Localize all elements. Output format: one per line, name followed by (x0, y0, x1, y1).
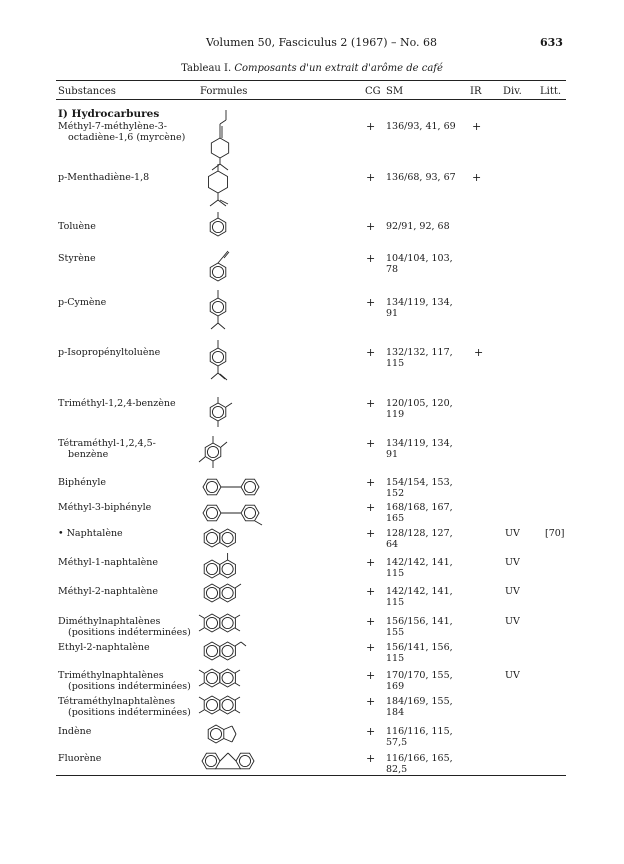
structure-methyl1naphthalene (200, 553, 244, 581)
table-top-rule (56, 80, 566, 81)
substance-name-line1: Fluorène (58, 753, 102, 764)
bond (210, 200, 218, 206)
div-value: UV (505, 557, 520, 568)
substance-name-line1: Tétraméthyl-1,2,4,5- (58, 438, 156, 449)
div-value: UV (505, 670, 520, 681)
bond (220, 753, 228, 761)
structure-biphenyl (200, 477, 264, 499)
substance-name-line1: Méthyl-3-biphényle (58, 502, 152, 513)
structure-methylbiphenyl (200, 503, 272, 529)
group-heading: I) Hydrocarbures (58, 108, 160, 120)
sm-value: 142/142, 141, 115 (386, 557, 453, 579)
bond (218, 373, 225, 379)
aromatic-circle (222, 672, 233, 683)
substance-name-line2: (positions indéterminées) (68, 627, 191, 638)
sm-value: 104/104, 103, 78 (386, 253, 453, 275)
bond (235, 697, 240, 700)
aromatic-circle (212, 351, 223, 362)
bond (224, 739, 232, 743)
aromatic-circle (222, 563, 233, 574)
col-ir: IR (470, 86, 482, 97)
bond (199, 710, 204, 713)
bond (199, 697, 204, 700)
aromatic-circle (206, 699, 217, 710)
structure-methyl2naphthalene (200, 583, 248, 605)
aromatic-circle (205, 755, 216, 766)
cg-value: + (366, 501, 376, 514)
structure-toluene (198, 211, 238, 239)
structure-dimethylnaphthalene (200, 613, 244, 635)
structure-fluorene (200, 749, 260, 777)
sm-value: 116/116, 115, 57,5 (386, 726, 453, 748)
structure-tetramethylnaphthalene (200, 695, 244, 717)
structure-tetramethylbenzene (193, 434, 233, 472)
substance-name-line2: (positions indéterminées) (68, 681, 191, 692)
sm-value: 156/156, 141, 155 (386, 616, 453, 638)
sm-value: 142/142, 141, 115 (386, 586, 453, 608)
sm-value: 136/68, 93, 67 (386, 172, 456, 183)
div-value: UV (505, 586, 520, 597)
sm-value: 136/93, 41, 69 (386, 121, 456, 132)
substance-name (58, 221, 198, 232)
sm-value: 168/168, 167, 165 (386, 502, 453, 524)
substance-name-line1: Triméthyl-1,2,4-benzène (58, 398, 176, 409)
aromatic-circle (206, 507, 217, 518)
substance-name (58, 253, 198, 264)
aromatic-circle (222, 617, 233, 628)
substance-name (58, 616, 198, 638)
aromatic-circle (207, 446, 218, 457)
substance-name-line1: Triméthylnaphtalènes (58, 670, 164, 681)
col-formules: Formules (200, 86, 248, 97)
cg-value: + (366, 725, 376, 738)
caption-title: Composants d'un extrait d'arôme de café (234, 63, 443, 74)
cg-value: + (366, 669, 376, 682)
bond (235, 615, 240, 618)
sm-value: 134/119, 134, 91 (386, 438, 453, 460)
aromatic-circle (206, 587, 217, 598)
cg-value: + (366, 476, 376, 489)
substance-name-line1: Méthyl-2-naphtalène (58, 586, 159, 597)
cg-value: + (366, 752, 376, 765)
bond (232, 734, 236, 742)
ir-value: + (472, 120, 482, 133)
ir-value: + (472, 171, 482, 184)
sm-value: 116/166, 165, 82,5 (386, 753, 453, 775)
aromatic-circle (212, 221, 223, 232)
aromatic-circle (222, 699, 233, 710)
running-header: Volumen 50, Fasciculus 2 (1967) – No. 68 (206, 36, 438, 49)
col-substances: Substances (58, 86, 116, 97)
bond (199, 670, 204, 673)
bond (199, 628, 204, 631)
substance-name (58, 670, 198, 692)
caption-label: Tableau I. (181, 63, 232, 74)
aromatic-circle (210, 728, 221, 739)
col-div: Div. (503, 86, 522, 97)
col-sm: SM (386, 86, 404, 97)
bond (241, 642, 246, 646)
bond (235, 683, 240, 686)
substance-name-line1: • Naphtalène (58, 528, 123, 539)
sm-value: 184/169, 155, 184 (386, 696, 453, 718)
substance-name (58, 586, 198, 597)
structure-styrene (198, 250, 238, 284)
substance-name-line1: Ethyl-2-naphtalène (58, 642, 150, 653)
bond (218, 323, 225, 329)
table-header-rule (56, 99, 566, 100)
structure-cymene (198, 285, 238, 335)
substance-name (58, 528, 198, 539)
bond (211, 323, 218, 329)
substance-name-line1: Styrène (58, 253, 96, 264)
cg-value: + (366, 346, 376, 359)
substance-name-line1: p-Menthadiène-1,8 (58, 172, 150, 183)
substance-name (58, 297, 198, 308)
aromatic-circle (222, 587, 233, 598)
cg-value: + (366, 695, 376, 708)
structure-ethylnaphthalene (200, 639, 250, 665)
substance-name (58, 502, 198, 513)
aromatic-circle (212, 301, 223, 312)
cg-value: + (366, 437, 376, 450)
bond (199, 683, 204, 686)
table-caption (0, 63, 624, 74)
cg-value: + (366, 641, 376, 654)
cg-value: + (366, 252, 376, 265)
aromatic-circle (206, 672, 217, 683)
structure-naphthalene (200, 528, 244, 550)
bond (211, 373, 218, 379)
substance-name (58, 477, 198, 488)
bond (232, 726, 236, 734)
bond (228, 753, 236, 761)
aromatic-circle (244, 507, 255, 518)
aromatic-circle (239, 755, 250, 766)
substance-name-line1: Indène (58, 726, 92, 737)
bond (218, 257, 223, 263)
bond (220, 120, 226, 124)
substance-name (58, 172, 198, 183)
structure-trimethylnaphthalene (200, 668, 244, 690)
bond (199, 615, 204, 618)
div-value: UV (505, 528, 520, 539)
bond (221, 442, 227, 447)
bond (235, 642, 241, 646)
substance-name (58, 557, 198, 568)
bond (199, 457, 205, 462)
aromatic-circle (244, 481, 255, 492)
aromatic-circle (206, 563, 217, 574)
aromatic-circle (212, 406, 223, 417)
substance-name (58, 398, 198, 409)
double-bond (220, 374, 227, 380)
sm-value: 132/132, 117, 115 (386, 347, 453, 369)
substance-name-line1: Toluène (58, 221, 96, 232)
cg-value: + (366, 397, 376, 410)
cg-value: + (366, 556, 376, 569)
substance-name (58, 121, 198, 143)
substance-name (58, 726, 198, 737)
bond (226, 403, 232, 407)
bond (235, 670, 240, 673)
substance-name (58, 642, 198, 653)
cg-value: + (366, 585, 376, 598)
sm-value: 120/105, 120, 119 (386, 398, 453, 420)
substance-name-line1: p-Isopropényltoluène (58, 347, 161, 358)
aromatic-circle (206, 481, 217, 492)
substance-name-line1: Méthyl-1-naphtalène (58, 557, 159, 568)
substance-name-line1: Tétraméthylnaphtalènes (58, 696, 175, 707)
litt-value: [70] (545, 528, 565, 539)
bond (224, 726, 232, 730)
substance-name-line2: benzène (68, 449, 109, 460)
bond (235, 628, 240, 631)
cg-value: + (366, 296, 376, 309)
substance-name-line2: octadiène-1,6 (myrcène) (68, 132, 186, 143)
methyl-bond (255, 521, 262, 525)
cg-value: + (366, 120, 376, 133)
sm-value: 134/119, 134, 91 (386, 297, 453, 319)
substance-name-line1: Méthyl-7-méthylène-3- (58, 121, 167, 132)
page-number: 633 (540, 36, 563, 49)
substance-name-line1: p-Cymène (58, 297, 107, 308)
sm-value: 156/141, 156, 115 (386, 642, 453, 664)
substance-name (58, 438, 198, 460)
substance-name (58, 753, 198, 764)
aromatic-circle (206, 617, 217, 628)
col-litt: Litt. (540, 86, 562, 97)
substance-name-line1: Biphényle (58, 477, 106, 488)
cg-value: + (366, 220, 376, 233)
aromatic-circle (206, 532, 217, 543)
cg-value: + (366, 527, 376, 540)
aromatic-circle (222, 532, 233, 543)
substance-name-line2: (positions indéterminées) (68, 707, 191, 718)
bond (235, 710, 240, 713)
structure-trimethylbenzene (198, 396, 238, 430)
ir-value: + (474, 346, 484, 359)
sm-value: 154/154, 153, 152 (386, 477, 453, 499)
substance-name-line1: Diméthylnaphtalènes (58, 616, 161, 627)
structure-isopropenyltoluene (198, 335, 238, 387)
ring (211, 138, 228, 158)
sm-value: 128/128, 127, 64 (386, 528, 453, 550)
sm-value: 92/91, 92, 68 (386, 221, 450, 232)
bond (235, 584, 241, 588)
structure-indene (204, 722, 242, 748)
aromatic-circle (222, 645, 233, 656)
ring (208, 171, 227, 193)
aromatic-circle (212, 266, 223, 277)
div-value: UV (505, 616, 520, 627)
structure-limonene (198, 160, 238, 210)
cg-value: + (366, 615, 376, 628)
cg-value: + (366, 171, 376, 184)
substance-name (58, 347, 198, 358)
aromatic-circle (206, 645, 217, 656)
sm-value: 170/170, 155, 169 (386, 670, 453, 692)
table-bottom-rule (56, 775, 566, 776)
substance-name (58, 696, 198, 718)
col-cg: CG (365, 86, 381, 97)
